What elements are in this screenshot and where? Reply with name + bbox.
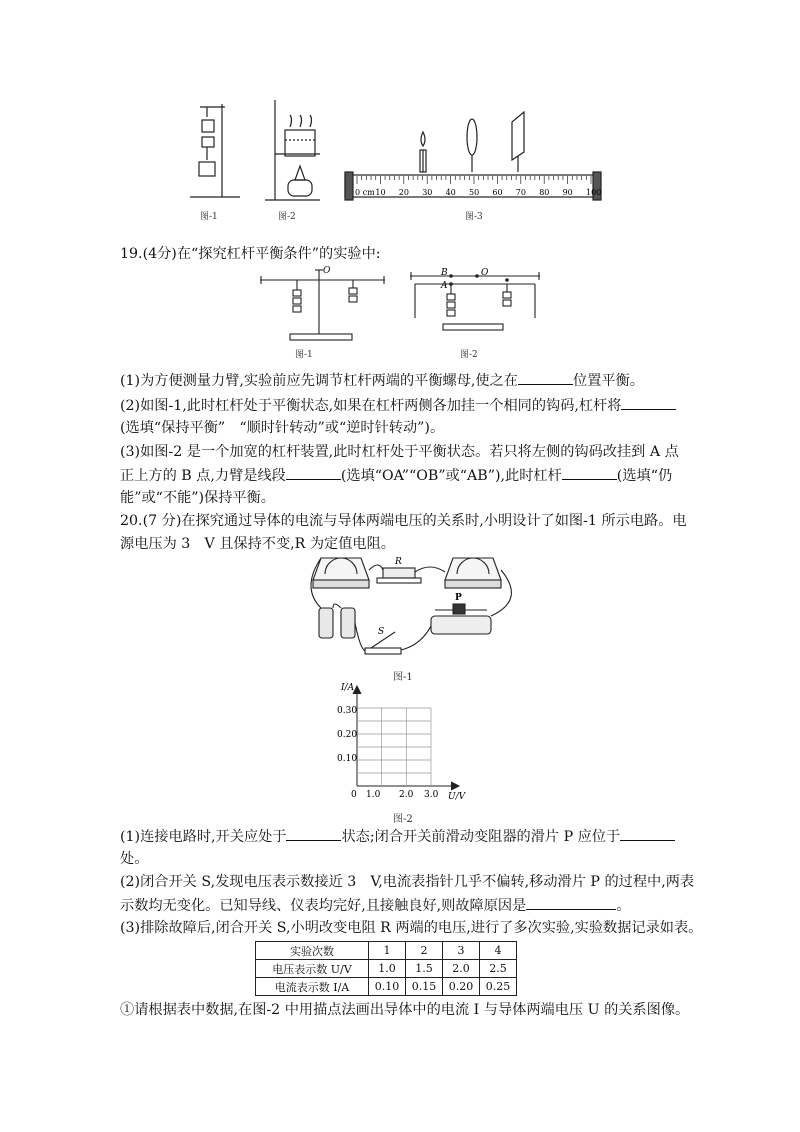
lever-fig2-label-o: O <box>481 268 489 278</box>
q20-title-line2: 源电压为 3 V 且保持不变,R 为定值电阻。 <box>120 536 395 552</box>
answer-blank[interactable] <box>562 465 617 480</box>
circuit-label-s: S <box>378 627 385 637</box>
q20-part2-line1: (2)闭合开关 S,发现电压表示数接近 3 V,电流表指针几乎不偏转,移动滑片 P 的过程中,两表 <box>120 874 695 890</box>
q20-part3-instruction: ①请根据表中数据,在图-2 中用描点法画出导体中的电流 I 与导体两端电压 U 的关系图像。 <box>120 1002 690 1018</box>
ruler-label: 80 <box>539 188 550 197</box>
table-cell: 4 <box>480 942 517 960</box>
q20-part1-line2: 处。 <box>120 851 149 867</box>
graph-ytick: 0.10 <box>337 754 358 764</box>
lever-fig2-caption: 图-2 <box>460 350 478 360</box>
ruler-label: 90 <box>562 188 573 197</box>
q20-part2-line2: 示数均无变化。已知导线、仪表均完好,且接触良好,则故障原因是 。 <box>120 895 630 916</box>
graph-caption: 图-2 <box>393 814 413 825</box>
optical-bench <box>345 112 601 200</box>
answer-blank[interactable] <box>620 826 675 841</box>
top-fig1-caption: 图-1 <box>200 212 218 222</box>
table-cell: 0.20 <box>443 978 480 996</box>
q19-title: 19.(4分)在“探究杠杆平衡条件”的实验中: <box>120 246 381 262</box>
lever-fig2-label-a: A <box>441 281 448 291</box>
graph-xtick: 3.0 <box>424 790 439 800</box>
graph-ytick: 0.20 <box>337 730 358 740</box>
table-cell: 0.15 <box>406 978 443 996</box>
ruler-label: 0 cm <box>355 188 375 197</box>
q19-part2-line2: (选填“保持平衡” “顺时针转动”或“逆时针转动”)。 <box>120 420 445 436</box>
q19-part3-line1: (3)如图-2 是一个加宽的杠杆装置,此时杠杆处于平衡状态。若只将左侧的钩码改挂到 A 点 <box>120 444 679 460</box>
q19-part3-line2: 正上方的 B 点,力臂是线段 (选填“OA”“OB”或“AB”),此时杠杆 (选填“仍 <box>120 465 672 486</box>
circuit-caption: 图-1 <box>393 672 413 683</box>
q20-title-line1: 20.(7 分)在探究通过导体的电流与导体两端电压的关系时,小明设计了如图-1 所示电路。电 <box>120 513 687 529</box>
table-cell: 2.0 <box>443 960 480 978</box>
ruler-label: 20 <box>398 188 409 197</box>
top-fig2-caption: 图-2 <box>278 212 296 222</box>
q19-part3-line3: 能”或“不能”)保持平衡。 <box>120 490 275 506</box>
stand-with-weights <box>190 104 240 197</box>
table-row <box>256 960 517 978</box>
graph-ytick: 0.30 <box>337 706 358 716</box>
table-cell: 1.5 <box>406 960 443 978</box>
table-cell: 0.25 <box>480 978 517 996</box>
table-cell: 2.5 <box>480 960 517 978</box>
answer-blank[interactable] <box>621 395 676 410</box>
answer-blank[interactable] <box>518 370 573 385</box>
iu-graph <box>335 676 475 806</box>
table-cell: 0.10 <box>369 978 406 996</box>
lever-fig2-label-b: B <box>441 268 448 278</box>
ruler-label: 50 <box>469 188 480 197</box>
graph-xtick: 2.0 <box>399 790 414 800</box>
graph-ylabel: I/A <box>341 683 355 693</box>
ruler-label: 40 <box>445 188 456 197</box>
ruler-label: 70 <box>515 188 526 197</box>
graph-origin: 0 <box>351 790 357 800</box>
answer-blank[interactable] <box>286 826 341 841</box>
table-cell: 电流表示数 I/A <box>256 978 369 996</box>
data-table <box>255 941 517 996</box>
table-cell: 1 <box>369 942 406 960</box>
circuit-label-p: P <box>455 593 462 603</box>
table-header-row <box>256 942 517 960</box>
graph-xtick: 1.0 <box>366 790 381 800</box>
lever-fig1 <box>260 270 385 340</box>
lever-figures <box>255 262 555 362</box>
q20-part3: (3)排除故障后,闭合开关 S,小明改变电阻 R 两端的电压,进行了多次实验,实验数据记录如表。 <box>120 920 703 936</box>
ruler-label: 30 <box>422 188 433 197</box>
table-cell: 1.0 <box>369 960 406 978</box>
table-cell: 实验次数 <box>256 942 369 960</box>
answer-blank[interactable] <box>286 465 341 480</box>
circuit-figure <box>295 550 525 680</box>
q19-part1: (1)为方便测量力臂,实验前应先调节杠杆两端的平衡螺母,使之在 位置平衡。 <box>120 370 644 391</box>
lever-fig2 <box>410 272 540 330</box>
ruler-label: 10 <box>375 188 386 197</box>
q20-part1-line1: (1)连接电路时,开关应处于 状态;闭合开关前滑动变阻器的滑片 P 应位于 <box>120 826 675 847</box>
beaker-heating-setup <box>265 100 320 200</box>
lever-fig1-caption: 图-1 <box>295 350 313 360</box>
table-cell: 2 <box>406 942 443 960</box>
q19-part2-line1: (2)如图-1,此时杠杆处于平衡状态,如果在杠杆两侧各加挂一个相同的钩码,杠杆将 <box>120 395 676 416</box>
top-fig3-caption: 图-3 <box>465 212 483 222</box>
circuit-label-r: R <box>395 557 402 567</box>
graph-xlabel: U/V <box>448 792 466 802</box>
lever-fig1-label-o: O <box>323 266 331 276</box>
top-figures <box>180 92 620 227</box>
table-row <box>256 978 517 996</box>
table-cell: 电压表示数 U/V <box>256 960 369 978</box>
answer-blank[interactable] <box>526 895 616 910</box>
ruler-label: 60 <box>492 188 503 197</box>
ruler-label: 100 <box>586 188 602 197</box>
table-cell: 3 <box>443 942 480 960</box>
